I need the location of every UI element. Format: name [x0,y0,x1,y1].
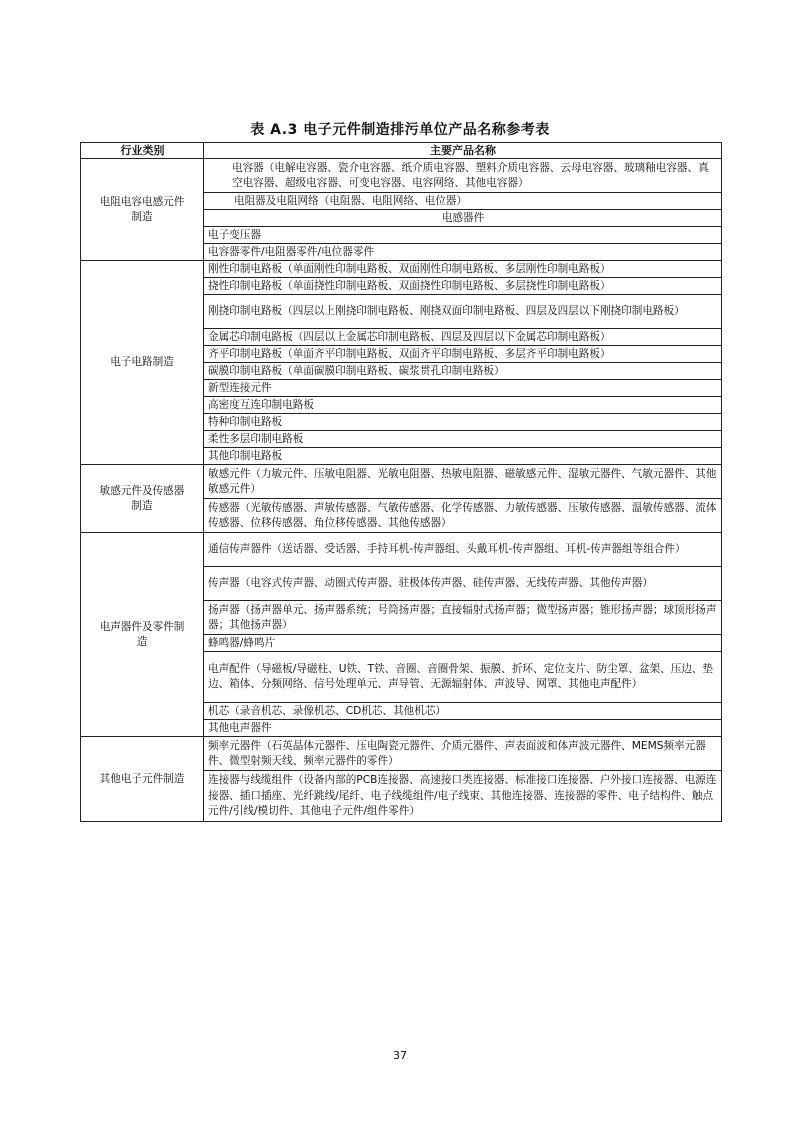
category-cell [81,737,204,822]
category-label-line: 电阻电容电感元件 [99,195,185,208]
page-number: 37 [393,1049,407,1062]
table-row [81,533,722,567]
category-label-line: 制造 [131,210,153,223]
product-cell: 频率元器件（石英晶体元器件、压电陶瓷元器件、介质元器件、声表面波和体声波元器件、MEMS频率元器件、微型射频天线、频率元器件的零件） [204,737,722,771]
product-cell: 机芯（录音机芯、录像机芯、CD机芯、其他机芯） [204,703,722,720]
product-cell: 传声器（电容式传声器、动圈式传声器、驻极体传声器、硅传声器、无线传声器、其他传声器） [204,567,722,601]
category-label-line: 电声器件及零件制 [99,620,185,633]
product-reference-table [80,142,722,822]
category-cell [81,159,204,261]
product-cell: 连接器与线缆组件（设备内部的PCB连接器、高速接口类连接器、标准接口连接器、户外接口连接器、电源连接器、插口插座、光纤跳线/尾纤、电子线缆组件/电子线束、其他连接器、连接器的零件、电子结构件、触点元件/引线/模切件、其他电子元件/组件零件） [204,771,722,822]
category-label-line: 敏感元件及传感器 [99,484,185,497]
header-category: 行业类别 [81,143,204,159]
category-label-line: 电子电路制造 [110,356,174,369]
product-cell: 刚性印制电路板（单面刚性印制电路板、双面刚性印制电路板、多层刚性印制电路板） [204,261,722,278]
table-row [81,261,722,278]
product-cell: 其他印制电路板 [204,448,722,465]
product-cell: 电子变压器 [204,227,722,244]
table-caption: 表 A.3 电子元件制造排污单位产品名称参考表 [250,122,550,138]
product-cell: 蜂鸣器/蜂鸣片 [204,635,722,652]
category-cell [81,465,204,533]
product-cell: 高密度互连印制电路板 [204,397,722,414]
product-cell: 齐平印制电路板（单面齐平印制电路板、双面齐平印制电路板、多层齐平印制电路板） [204,346,722,363]
product-cell: 碳膜印制电路板（单面碳膜印制电路板、碳浆贯孔印制电路板） [204,363,722,380]
product-cell: 特种印制电路板 [204,414,722,431]
product-cell: 柔性多层印制电路板 [204,431,722,448]
product-cell: 敏感元件（力敏元件、压敏电阻器、光敏电阻器、热敏电阻器、磁敏感元件、湿敏元器件、气敏元器件、其他敏感元件） [204,465,722,499]
category-cell [81,533,204,737]
product-cell: 新型连接元件 [204,380,722,397]
table-row [81,159,722,193]
table-row [81,737,722,771]
product-cell: 扬声器（扬声器单元、扬声器系统；号筒扬声器；直接辐射式扬声器；微型扬声器；锥形扬声器；球顶形扬声器；其他扬声器） [204,601,722,635]
product-cell: 电容器（电解电容器、瓷介电容器、纸介质电容器、塑料介质电容器、云母电容器、玻璃釉电容器、真空电容器、超级电容器、可变电容器、电容网络、其他电容器） [204,159,722,193]
table-row [81,465,722,499]
category-label-line: 制造 [131,499,153,512]
product-cell: 其他电声器件 [204,720,722,737]
product-cell: 传感器（光敏传感器、声敏传感器、气敏传感器、化学传感器、力敏传感器、压敏传感器、温敏传感器、流体传感器、位移传感器、角位移传感器、其他传感器） [204,499,722,533]
product-cell: 金属芯印制电路板（四层以上金属芯印制电路板、四层及四层以下金属芯印制电路板） [204,329,722,346]
product-cell: 通信传声器件（送话器、受话器、手持耳机-传声器组、头戴耳机-传声器组、耳机-传声器组等组合件） [204,533,722,567]
header-products: 主要产品名称 [204,143,722,159]
product-cell: 刚挠印制电路板（四层以上刚挠印制电路板、刚挠双面印制电路板、四层及四层以下刚挠印制电路板） [204,295,722,329]
category-label-line: 造 [136,635,148,648]
product-cell: 电感器件 [204,210,722,227]
category-label-line: 其他电子元件制造 [99,772,185,785]
product-cell: 电声配件（导磁板/导磁柱、U铁、T铁、音圈、音圈骨架、振膜、折环、定位支片、防尘罩、盆架、压边、垫边、箱体、分频网络、信号处理单元、声导管、无源辐射体、声波导、网罩、其他电声配件） [204,652,722,703]
product-cell: 电阻器及电阻网络（电阻器、电阻网络、电位器） [204,193,722,210]
table-header-row [81,143,722,159]
product-cell: 挠性印制电路板（单面挠性印制电路板、双面挠性印制电路板、多层挠性印制电路板） [204,278,722,295]
category-cell [81,261,204,465]
product-cell: 电容器零件/电阻器零件/电位器零件 [204,244,722,261]
